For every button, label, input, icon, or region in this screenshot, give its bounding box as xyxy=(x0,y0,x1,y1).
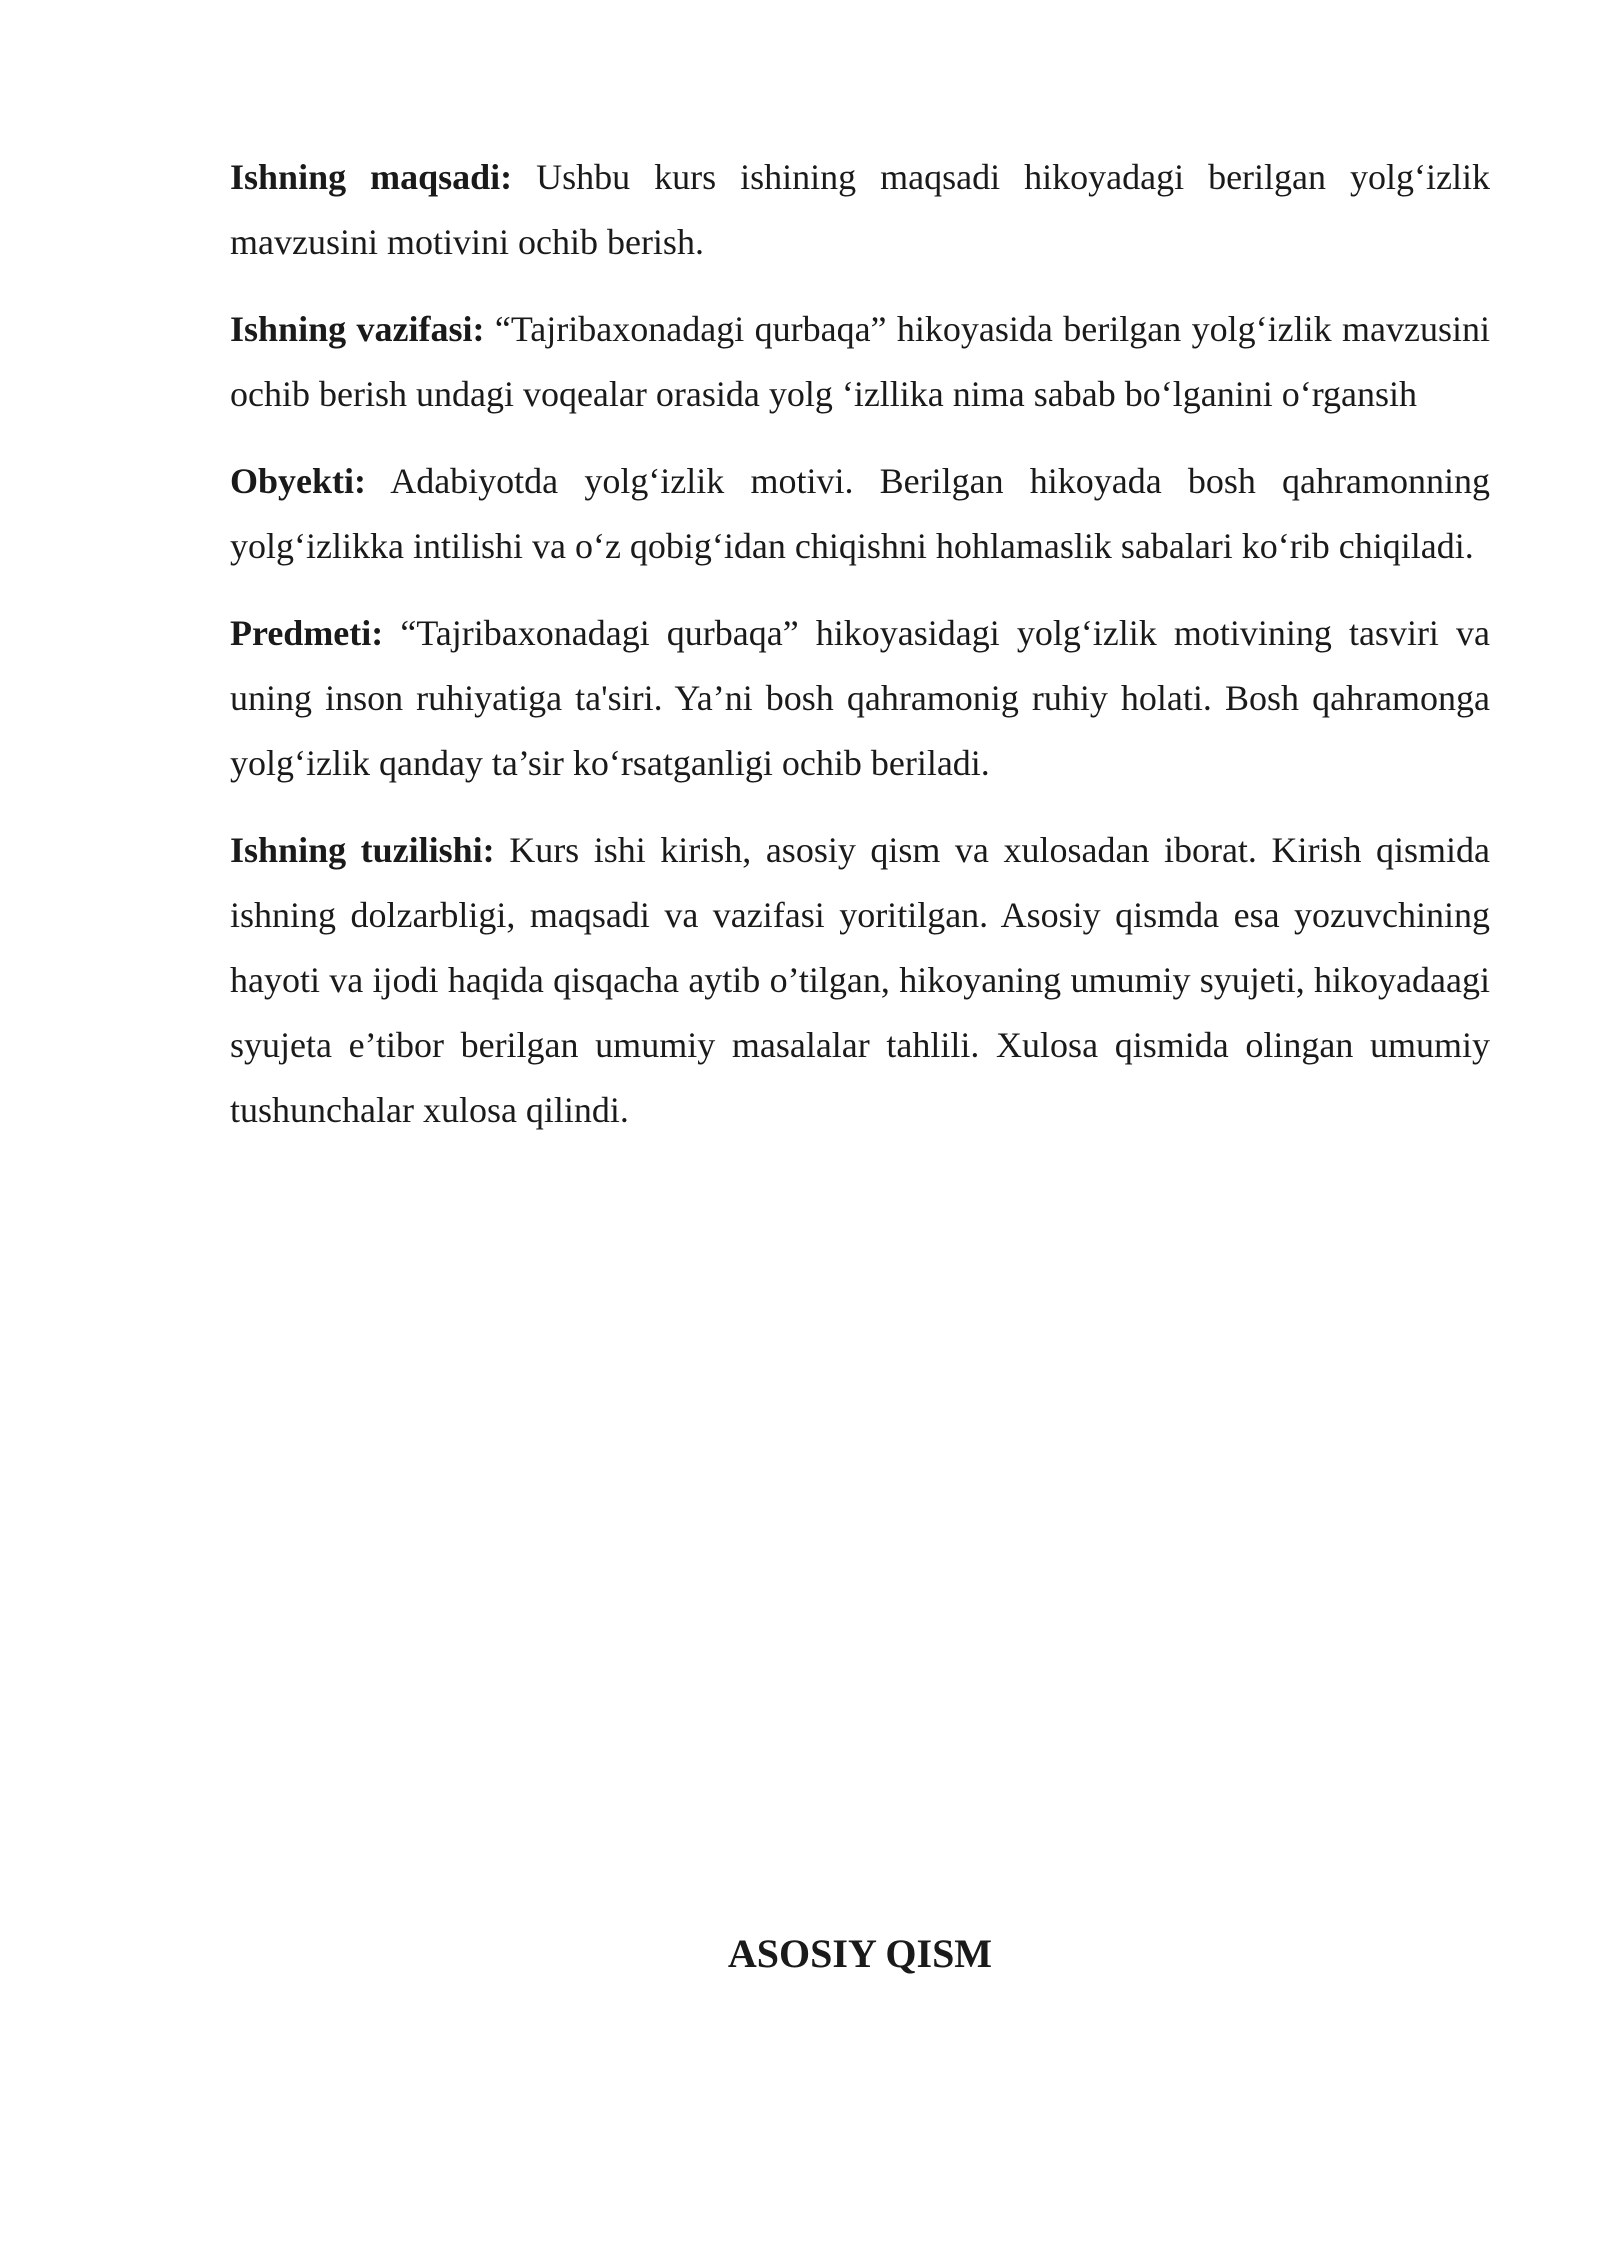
document-body xyxy=(230,145,1490,1165)
paragraph-structure-text: Kurs ishi kirish, asosiy qism va xulosadan iborat. Kirish qismida ishning dolzarbligi, maqsadi va vazifasi yoritilgan. Asosiy qismda esa yozuvchining hayoti va ijodi haqida qisqacha aytib o’tilgan, hikoyaning umumiy syujeti, hikoyadaagi syujeta e’tibor berilgan umumiy masalalar tahlili. Xulosa qismida olingan umumiy tushunchalar xulosa qilindi. xyxy=(230,830,1491,1130)
paragraph-goal xyxy=(230,145,1490,275)
paragraph-subject-label: Predmeti: xyxy=(230,613,384,653)
section-heading: ASOSIY QISM xyxy=(727,1931,993,1976)
paragraph-structure-label: Ishning tuzilishi: xyxy=(230,830,495,870)
paragraph-task-label: Ishning vazifasi: xyxy=(230,309,485,349)
paragraph-subject-text: “Tajribaxonadagi qurbaqa” hikoyasidagi yolg‘izlik motivining tasviri va uning inson ruhiyatiga ta'siri. Ya’ni bosh qahramonig ruhiy holati. Bosh qahramonga yolg‘izlik qanday ta’sir ko‘rsatganligi ochib beriladi. xyxy=(230,613,1490,783)
paragraph-subject xyxy=(230,601,1490,796)
paragraph-object-label: Obyekti: xyxy=(230,461,367,501)
paragraph-object xyxy=(230,449,1490,579)
paragraph-task-text: “Tajribaxonadagi qurbaqa” hikoyasida berilgan yolg‘izlik mavzusini ochib berish undagi voqealar orasida yolg ‘izllika nima sabab bo‘lganini o‘rgansih xyxy=(230,309,1490,414)
paragraph-structure xyxy=(230,818,1490,1143)
paragraph-goal-text: Ushbu kurs ishining maqsadi hikoyadagi berilgan yolg‘izlik mavzusini motivini ochib berish. xyxy=(230,157,1490,262)
paragraph-object-text: Adabiyotda yolg‘izlik motivi. Berilgan hikoyada bosh qahramonning yolg‘izlikka intilishi va o‘z qobig‘idan chiqishni hohlamaslik sabalari ko‘rib chiqiladi. xyxy=(230,461,1490,566)
paragraph-task xyxy=(230,297,1490,427)
paragraph-goal-label: Ishning maqsadi: xyxy=(230,157,513,197)
